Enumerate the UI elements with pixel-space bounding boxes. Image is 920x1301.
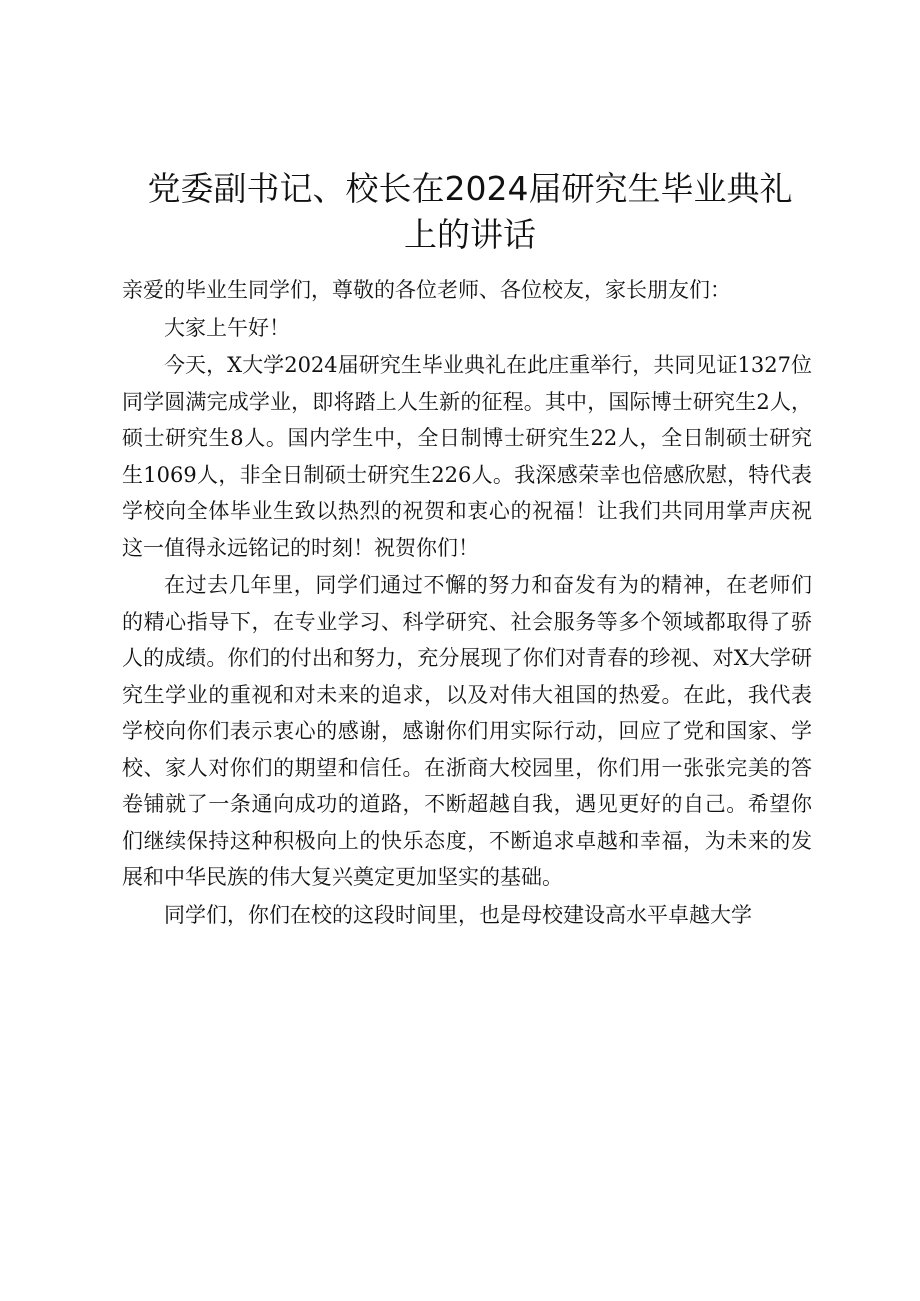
paragraph-ceremony: 今天，X大学2024届研究生毕业典礼在此庄重举行，共同见证1327位同学圆满完成学业，即将踏上人生新的征程。其中，国际博士研究生2人，硕士研究生8人。国内学生中，全日制博士研究生22人，全日制硕士研究生1069人，非全日制硕士研究生226人。我深感荣幸也倍感欣慰，特代表学校向全体毕业生致以热烈的祝贺和衷心的祝福！让我们共同用掌声庆祝这一值得永远铭记的时刻！祝贺你们！ (122, 353, 812, 560)
paragraph-achievements: 在过去几年里，同学们通过不懈的努力和奋发有为的精神，在老师们的精心指导下，在专业学习、科学研究、社会服务等多个领域都取得了骄人的成绩。你们的付出和努力，充分展现了你们对青春的珍视、对X大学研究生学业的重视和对未来的追求，以及对伟大祖国的热爱。在此，我代表学校向你们表示衷心的感谢，感谢你们用实际行动，回应了党和国家、学校、家人对你们的期望和信任。在浙商大校园里，你们用一张张完美的答卷铺就了一条通向成功的道路，不断超越自我，遇见更好的自己。希望你们继续保持这种积极向上的快乐态度，不断追求卓越和幸福，为未来的发展和中华民族的伟大复兴奠定更加坚实的基础。 (122, 573, 812, 889)
paragraph-university: 同学们，你们在校的这段时间里，也是母校建设高水平卓越大学 (164, 902, 752, 927)
document-body (122, 272, 812, 933)
salutation: 亲爱的毕业生同学们，尊敬的各位老师、各位校友，家长朋友们： (122, 278, 731, 302)
document-title (120, 166, 820, 258)
title-line-2: 上的讲话 (404, 215, 536, 254)
title-line-1: 党委副书记、校长在2024届研究生毕业典礼 (147, 169, 793, 208)
paragraph-greeting: 大家上午好！ (164, 315, 290, 340)
